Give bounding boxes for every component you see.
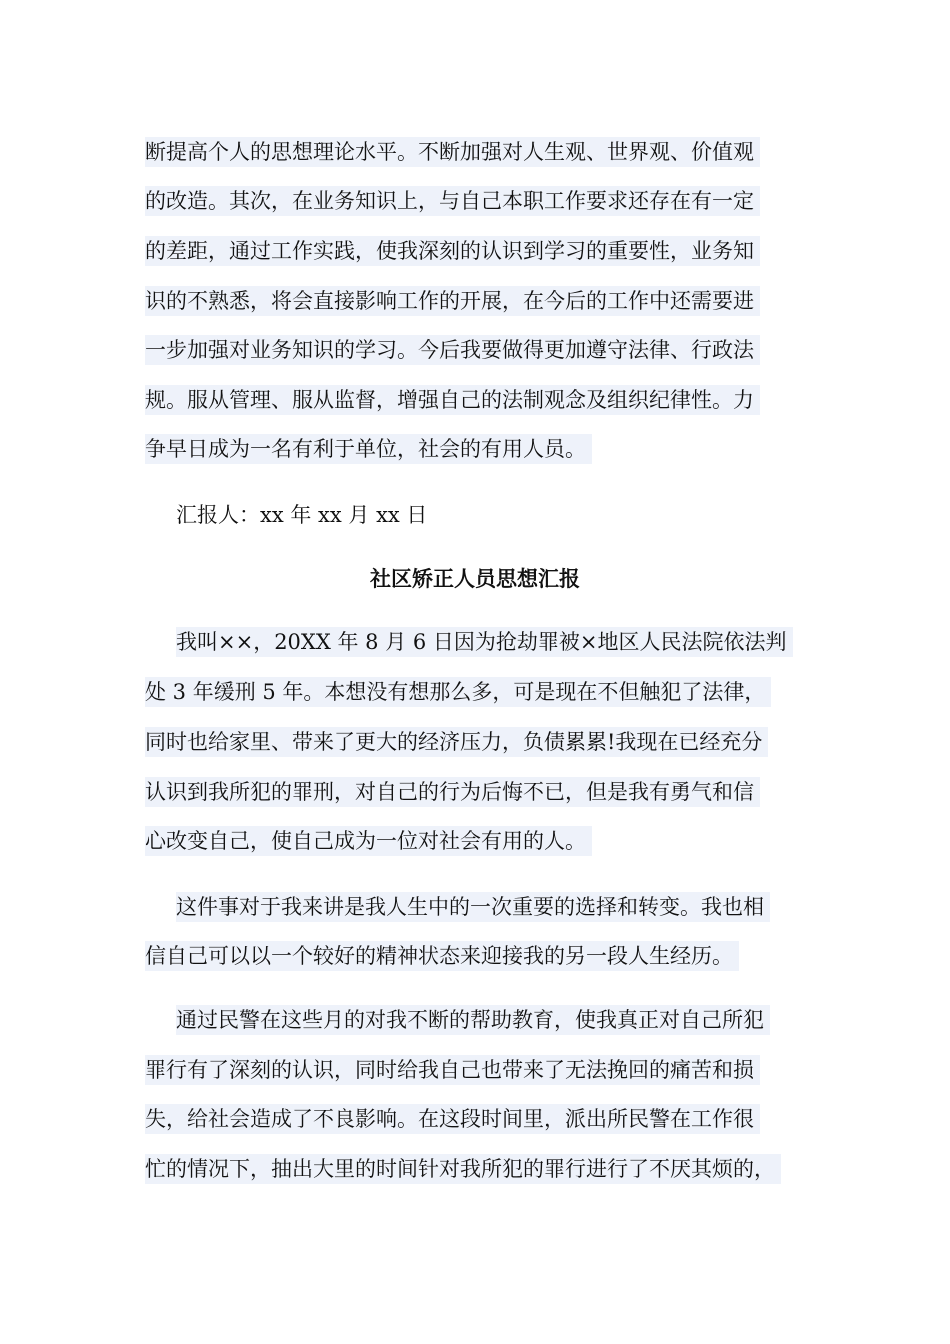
para1-line-5: 一步加强对业务知识的学习。今后我要做得更加遵守法律、行政法 <box>145 335 760 365</box>
section-title: 社区矫正人员思想汇报 <box>370 566 580 591</box>
signature-line: 汇报人：xx 年 xx 月 xx 日 <box>176 503 428 527</box>
para4-line-1: 通过民警在这些月的对我不断的帮助教育，使我真正对自己所犯 <box>176 1005 770 1035</box>
para2-line-3: 同时也给家里、带来了更大的经济压力，负债累累!我现在已经充分 <box>145 727 768 757</box>
para2-line-5: 心改变自己，使自己成为一位对社会有用的人。 <box>145 826 592 856</box>
para3-line-2: 信自己可以以一个较好的精神状态来迎接我的另一段人生经历。 <box>145 941 739 971</box>
para1-line-2: 的改造。其次，在业务知识上，与自己本职工作要求还存在有一定 <box>145 186 760 216</box>
para2-line-1: 我叫××，20XX 年 8 月 6 日因为抢劫罪被×地区人民法院依法判 <box>176 627 793 657</box>
para2-line-4: 认识到我所犯的罪刑，对自己的行为后悔不已，但是我有勇气和信 <box>145 777 760 807</box>
para1-line-6: 规。服从管理、服从监督，增强自己的法制观念及组织纪律性。力 <box>145 385 760 415</box>
para1-line-4: 识的不熟悉，将会直接影响工作的开展，在今后的工作中还需要进 <box>145 286 760 316</box>
para4-line-2: 罪行有了深刻的认识，同时给我自己也带来了无法挽回的痛苦和损 <box>145 1055 760 1085</box>
para1-line-3: 的差距，通过工作实践，使我深刻的认识到学习的重要性，业务知 <box>145 236 760 266</box>
para2-line-2: 处 3 年缓刑 5 年。本想没有想那么多，可是现在不但触犯了法律， <box>145 677 771 707</box>
para1-line-7: 争早日成为一名有利于单位，社会的有用人员。 <box>145 434 592 464</box>
para1-line-1: 断提高个人的思想理论水平。不断加强对人生观、世界观、价值观 <box>145 137 760 167</box>
para3-line-1: 这件事对于我来讲是我人生中的一次重要的选择和转变。我也相 <box>176 892 770 922</box>
para4-line-4: 忙的情况下，抽出大里的时间针对我所犯的罪行进行了不厌其烦的， <box>145 1154 781 1184</box>
para4-line-3: 失，给社会造成了不良影响。在这段时间里，派出所民警在工作很 <box>145 1104 760 1134</box>
